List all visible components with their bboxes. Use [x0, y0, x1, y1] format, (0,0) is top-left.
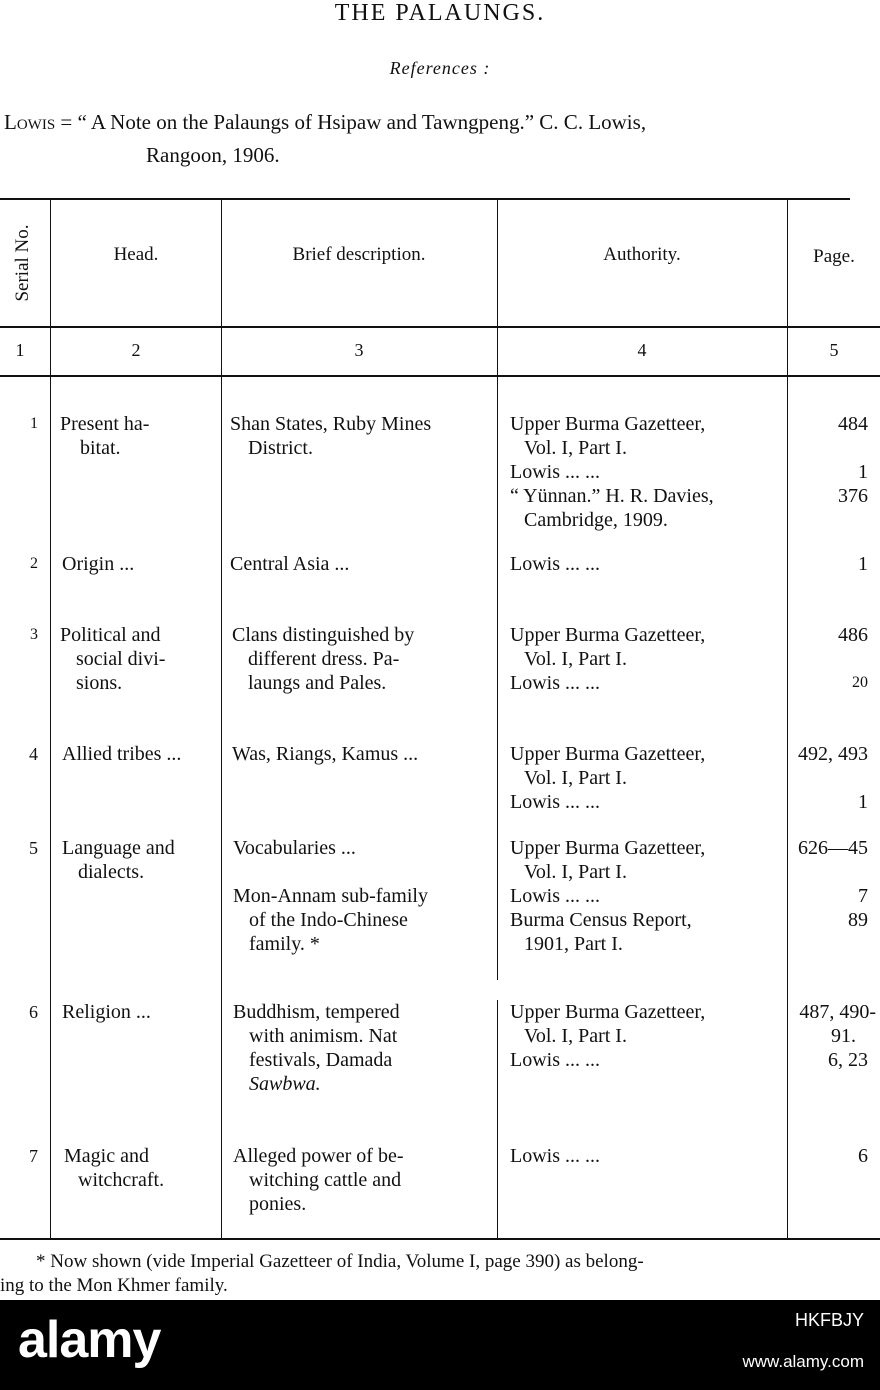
head-line: Political and — [60, 624, 161, 646]
head-line: bitat. — [80, 437, 121, 459]
reference-line-1 — [4, 110, 646, 135]
column-number: 5 — [829, 340, 839, 360]
authority-line: Upper Burma Gazetteer, — [510, 743, 706, 765]
serial-cell: 6 — [29, 1002, 38, 1022]
footnote-line: * Now shown (vide Imperial Gazetteer of India, Volume I, page 390) as belong- — [36, 1251, 644, 1272]
head-cell — [62, 836, 220, 884]
description-line: Shan States, Ruby Mines — [230, 413, 432, 435]
page-title: THE PALAUNGS. — [334, 0, 546, 26]
authority-line: Vol. I, Part I. — [524, 861, 627, 883]
authority-line: Cambridge, 1909. — [524, 509, 668, 531]
table-row — [0, 742, 880, 822]
table-top-rule — [0, 198, 850, 200]
column-number-rule — [0, 375, 880, 377]
description-line: Buddhism, tempered — [233, 1001, 400, 1023]
head-line: witchcraft. — [78, 1169, 165, 1191]
head-line: sions. — [76, 672, 123, 694]
head-cell: Origin ... — [62, 553, 135, 575]
reference-line-2: Rangoon, 1906. — [146, 143, 280, 167]
page-number: 91. — [831, 1025, 856, 1047]
header-serial-label: Serial No. — [12, 224, 33, 302]
description-cell — [233, 1144, 495, 1216]
description-line: laungs and Pales. — [248, 672, 387, 694]
description-cell — [233, 1000, 495, 1096]
authority-line: Lowis ... ... — [510, 461, 600, 483]
page-number: 492, 493 — [798, 743, 868, 765]
head-cell — [60, 623, 215, 695]
authority-line: Lowis ... ... — [510, 1049, 600, 1071]
description-line: Vocabularies ... — [233, 837, 356, 859]
authority-line: Upper Burma Gazetteer, — [510, 624, 706, 646]
watermark-banner — [0, 1300, 880, 1390]
column-number: 3 — [354, 340, 364, 360]
serial-cell: 2 — [30, 555, 38, 572]
description-line: witching cattle and — [249, 1169, 402, 1191]
description-line: Sawbwa. — [249, 1073, 321, 1095]
header-page: Page. — [813, 246, 855, 267]
description-cell: Central Asia ... — [230, 553, 350, 575]
authority-cell — [510, 412, 788, 532]
serial-cell: 1 — [30, 415, 38, 432]
description-cell — [230, 412, 495, 460]
authority-line: Lowis ... ... — [510, 885, 600, 907]
head-line: Language and — [62, 837, 175, 859]
authority-line: Burma Census Report, — [510, 909, 692, 931]
table-row — [0, 1000, 880, 1100]
description-line: Mon-Annam sub-family — [233, 885, 428, 907]
watermark-image-id: HKFBJY — [794, 1310, 864, 1330]
head-cell — [60, 412, 215, 460]
authority-line: Upper Burma Gazetteer, — [510, 837, 706, 859]
column-number: 4 — [637, 340, 647, 360]
table-row — [0, 1144, 880, 1224]
table-row — [0, 412, 880, 532]
description-cell — [233, 836, 495, 956]
authority-line: Vol. I, Part I. — [524, 1025, 627, 1047]
footnote — [0, 1250, 880, 1298]
header-head: Head. — [113, 244, 159, 265]
description-cell: Was, Riangs, Kamus ... — [232, 743, 419, 765]
description-line: family. * — [249, 933, 320, 955]
authority-line: “ Yünnan.” H. R. Davies, — [510, 485, 714, 507]
page-number: 1 — [858, 461, 868, 483]
page-number: 20 — [852, 674, 868, 691]
page-number: 486 — [838, 624, 868, 646]
page-number: 6, 23 — [828, 1049, 868, 1071]
authority-line: Upper Burma Gazetteer, — [510, 413, 706, 435]
head-line: Magic and — [64, 1145, 149, 1167]
page-cell: 1 — [858, 553, 868, 575]
authority-cell — [510, 742, 788, 814]
serial-cell: 3 — [30, 626, 38, 643]
footnote-line: ing to the Mon Khmer family. — [0, 1275, 228, 1296]
page-number: 484 — [838, 413, 868, 435]
header-serial — [8, 208, 38, 318]
reference-text: = “ A Note on the Palaungs of Hsipaw and Tawngpeng.” C. C. Lowis, — [55, 110, 647, 134]
header-authority: Authority. — [603, 244, 681, 265]
watermark-logo: alamy — [18, 1311, 161, 1369]
head-line: social divi- — [76, 648, 166, 670]
head-cell — [64, 1144, 214, 1192]
page-number: 376 — [838, 485, 868, 507]
table-row — [0, 552, 880, 592]
authority-cell — [510, 623, 788, 695]
page-cell — [790, 412, 868, 508]
description-line: different dress. Pa- — [248, 648, 400, 670]
page-number: 487, 490- — [799, 1001, 876, 1023]
page-number: 1 — [858, 791, 868, 813]
page-number: 89 — [848, 909, 868, 931]
description-line: festivals, Damada — [249, 1049, 393, 1071]
page-number: 626—45 — [798, 837, 868, 859]
description-cell — [232, 623, 497, 695]
authority-cell — [510, 1000, 788, 1072]
authority-cell: Lowis ... ... — [510, 553, 600, 575]
authority-line: Upper Burma Gazetteer, — [510, 1001, 706, 1023]
description-line: Clans distinguished by — [232, 624, 415, 646]
description-line: District. — [248, 437, 313, 459]
authority-line: 1901, Part I. — [524, 933, 623, 955]
description-line: of the Indo-Chinese — [249, 909, 408, 931]
head-line: dialects. — [78, 861, 145, 883]
serial-cell: 7 — [29, 1146, 38, 1166]
serial-cell: 4 — [29, 744, 38, 764]
authority-line: Lowis ... ... — [510, 672, 600, 694]
page-cell: 6 — [858, 1145, 868, 1167]
column-number: 1 — [15, 340, 25, 360]
description-line: ponies. — [249, 1193, 307, 1215]
table-row — [0, 836, 880, 966]
page-number: 7 — [858, 885, 868, 907]
page-cell — [788, 836, 868, 932]
reference-author: Lowis — [4, 110, 56, 134]
authority-cell: Lowis ... ... — [510, 1145, 600, 1167]
authority-cell — [510, 836, 788, 956]
page-cell — [790, 623, 868, 695]
page-cell — [788, 1000, 876, 1072]
head-cell: Religion ... — [62, 1001, 151, 1023]
authority-line: Vol. I, Part I. — [524, 648, 627, 670]
header-description: Brief description. — [292, 244, 426, 265]
table-bottom-rule — [0, 1238, 880, 1240]
head-line: Present ha- — [60, 413, 150, 435]
description-line: with animism. Nat — [249, 1025, 398, 1047]
table-row — [0, 623, 880, 703]
column-number: 2 — [131, 340, 141, 360]
head-cell: Allied tribes ... — [62, 743, 182, 765]
serial-cell: 5 — [29, 838, 38, 858]
authority-line: Lowis ... ... — [510, 791, 600, 813]
authority-line: Vol. I, Part I. — [524, 767, 627, 789]
watermark-url: www.alamy.com — [742, 1352, 864, 1371]
authority-line: Vol. I, Part I. — [524, 437, 627, 459]
header-bottom-rule — [0, 326, 880, 328]
page-cell — [788, 742, 868, 814]
references-heading: References : — [389, 58, 491, 78]
description-line: Alleged power of be- — [233, 1145, 404, 1167]
